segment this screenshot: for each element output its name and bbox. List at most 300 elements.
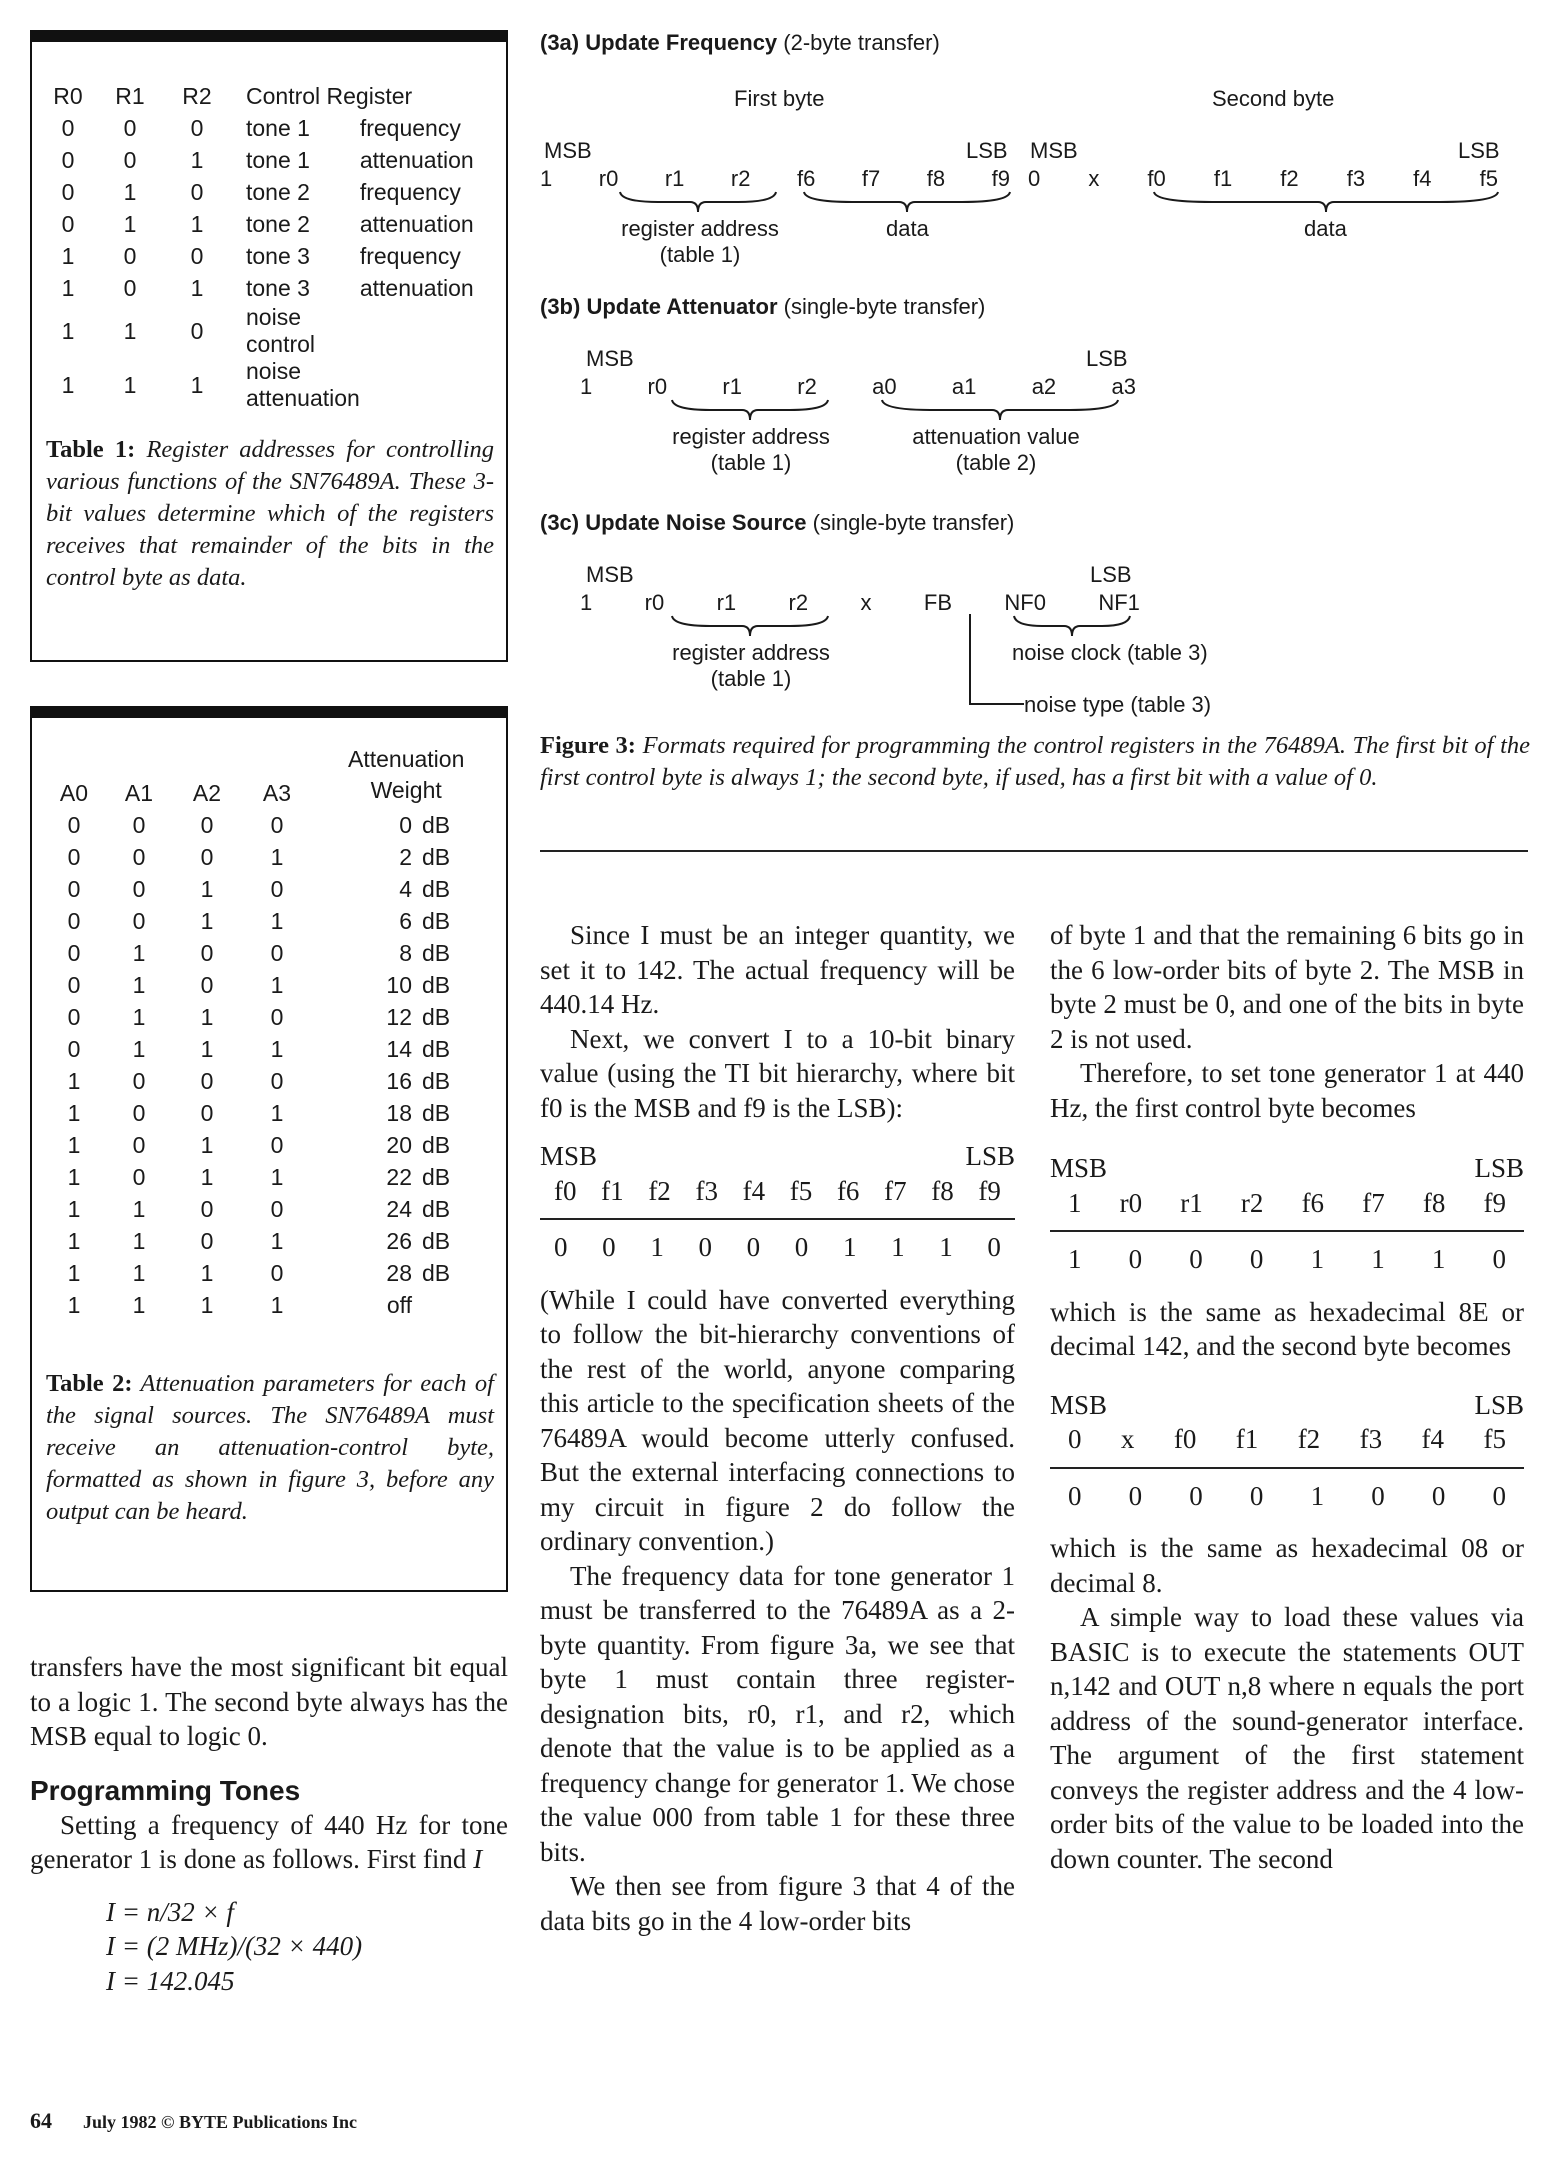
3a-byte-1-bits bbox=[540, 166, 1010, 192]
table-2-cell-unit: dB bbox=[422, 1099, 451, 1126]
table-2-cell-a1: 1 bbox=[132, 1227, 146, 1254]
bit-label: f6 bbox=[836, 1175, 860, 1206]
bit-cell: r1 bbox=[722, 374, 742, 399]
table-2-cell-a0: 0 bbox=[67, 811, 81, 838]
right-byte-2-lsb: LSB bbox=[1474, 1389, 1524, 1420]
bit-cell: r1 bbox=[716, 590, 737, 615]
table-2-cell-a3: 0 bbox=[270, 1003, 284, 1030]
3b-attenuation-value-label: attenuation value bbox=[912, 424, 1080, 449]
equation-1: I = n/32 × f bbox=[106, 1896, 234, 1927]
bit-value: 1 bbox=[842, 1232, 857, 1262]
table-2-cell-weight: 20 bbox=[386, 1131, 412, 1158]
table-2-cell-a0: 0 bbox=[67, 939, 81, 966]
table-row bbox=[42, 112, 502, 144]
middle-bit-labels bbox=[540, 1174, 1015, 1221]
table-2-cell-a1: 1 bbox=[132, 939, 146, 966]
table-1-cell-function: frequency bbox=[359, 178, 461, 205]
bit-value: 1 bbox=[1068, 1244, 1082, 1274]
table-1-caption bbox=[46, 434, 494, 594]
bit-value: 1 bbox=[891, 1232, 905, 1262]
equation-3: I = 142.045 bbox=[106, 1965, 235, 1996]
3b-msb: MSB bbox=[586, 346, 634, 371]
table-2-cell-a2: 0 bbox=[200, 971, 214, 998]
table-1-cell-r0: 0 bbox=[61, 210, 75, 237]
table-2-cell-a0: 1 bbox=[67, 1259, 81, 1286]
table-2-cell-a3: 0 bbox=[270, 875, 284, 902]
table-2-cell-a1: 1 bbox=[132, 1291, 146, 1318]
table-2-cell-weight: 28 bbox=[386, 1259, 412, 1286]
table-1-cell-target: tone 1 bbox=[246, 114, 310, 141]
equations bbox=[30, 1895, 508, 1999]
table-2-cell-a0: 1 bbox=[67, 1131, 81, 1158]
figure-3-caption-text: Formats required for programming the control registers in the 76489A. The first bit of the first control byte is always 1; the second byte, if used, has a first bit with a value of 0. bbox=[540, 732, 1531, 791]
bit-label: f3 bbox=[695, 1175, 718, 1206]
table-1-header: R0 bbox=[53, 82, 83, 109]
table-row bbox=[42, 358, 502, 412]
right-paragraph-1: of byte 1 and that the remaining 6 bits go in the 6 low-order bits of byte 2. The MSB in byte 2 must be 0, and one of the bits in byte 2 is not used. bbox=[1050, 920, 1524, 1054]
table-2-header-row bbox=[42, 777, 492, 809]
bit-value: 0 bbox=[698, 1232, 712, 1262]
table-2-cell-a3: 0 bbox=[270, 1067, 284, 1094]
bit-cell: f2 bbox=[1280, 166, 1299, 191]
table-1-header-row bbox=[42, 80, 502, 112]
table-2-caption-label: Table 2: bbox=[46, 1370, 133, 1397]
bit-value: 0 bbox=[1128, 1480, 1143, 1511]
footer-text: July 1982 © BYTE Publications Inc bbox=[83, 2112, 357, 2132]
table-2-cell-a0: 1 bbox=[67, 1067, 81, 1094]
bit-label: f5 bbox=[1483, 1424, 1506, 1454]
table-2-header: A0 bbox=[59, 779, 89, 806]
table-row bbox=[42, 937, 492, 969]
table-row bbox=[42, 1129, 492, 1161]
table-1-cell-function: attenuation bbox=[359, 210, 474, 237]
table-2-cell-weight: off bbox=[386, 1291, 412, 1318]
table-2-cell-unit: dB bbox=[422, 811, 451, 838]
middle-bit-values bbox=[540, 1220, 1015, 1283]
figure-3c-title bbox=[540, 510, 1014, 536]
bit-cell: r0 bbox=[598, 166, 619, 191]
table-1-cell-r1: 1 bbox=[123, 178, 137, 205]
right-paragraph-2: Therefore, to set tone generator 1 at 440 Hz, the first control byte becomes bbox=[1050, 1058, 1524, 1123]
table-1-cell-r1: 0 bbox=[123, 114, 137, 141]
bit-value: 0 bbox=[1068, 1480, 1082, 1511]
table-2-cell-unit: dB bbox=[422, 907, 451, 934]
table-row bbox=[42, 240, 502, 272]
table-row bbox=[42, 1065, 492, 1097]
right-byte-2-msb-lsb bbox=[1050, 1388, 1524, 1423]
table-1-cell-r1: 0 bbox=[123, 242, 137, 269]
3b-lsb: LSB bbox=[1086, 346, 1128, 371]
table-1-cell-r1: 1 bbox=[123, 371, 137, 398]
3a-byte-2-bits bbox=[1028, 166, 1498, 192]
middle-bit-table bbox=[540, 1139, 1015, 1283]
table-2-cell-a1: 1 bbox=[132, 1259, 146, 1286]
table-2-cell-a3: 1 bbox=[270, 843, 284, 870]
bit-label: f4 bbox=[742, 1175, 766, 1206]
bit-label: f0 bbox=[554, 1175, 577, 1206]
table-2-cell-a3: 0 bbox=[270, 811, 284, 838]
table-2-top-bar bbox=[30, 706, 508, 718]
middle-column bbox=[540, 918, 1015, 1938]
3b-table-2-ref: (table 2) bbox=[955, 450, 1037, 475]
figure-3a-title bbox=[540, 30, 940, 56]
table-1-cell-r0: 1 bbox=[61, 317, 75, 344]
table-2-cell-a0: 0 bbox=[67, 1035, 81, 1062]
table-row bbox=[42, 1289, 492, 1321]
bit-label: x bbox=[1120, 1424, 1135, 1454]
bit-cell: a3 bbox=[1111, 374, 1136, 399]
bit-cell: r2 bbox=[788, 590, 809, 615]
bit-cell: NF1 bbox=[1098, 590, 1140, 615]
bit-cell: 1 bbox=[580, 590, 593, 615]
figure-3a-subtitle: (2-byte transfer) bbox=[783, 30, 940, 55]
table-1-cell-r1: 0 bbox=[123, 146, 137, 173]
table-2-cell-weight: 10 bbox=[386, 971, 412, 998]
table-2-cell-a1: 0 bbox=[132, 811, 146, 838]
table-2-cell-a1: 0 bbox=[132, 1099, 146, 1126]
table-row bbox=[42, 176, 502, 208]
table-2-cell-weight: 16 bbox=[386, 1067, 412, 1094]
table-2-weight-header-line-2: Weight bbox=[370, 777, 442, 803]
table-1-cell-r0: 0 bbox=[61, 146, 75, 173]
table-row bbox=[42, 1193, 492, 1225]
table-2-cell-weight: 8 bbox=[399, 939, 412, 966]
table-1-cell-r2: 0 bbox=[190, 178, 204, 205]
table-row bbox=[42, 144, 502, 176]
table-2-cell-a2: 1 bbox=[200, 1035, 214, 1062]
table-2-cell-a3: 0 bbox=[270, 1195, 284, 1222]
table-row bbox=[42, 1001, 492, 1033]
table-row bbox=[42, 1257, 492, 1289]
table-1-cell-target: noise control bbox=[246, 304, 316, 357]
table-row bbox=[42, 809, 492, 841]
middle-paragraph-2: Next, we convert I to a 10-bit binary value (using the TI bit hierarchy, where bit f0 is the MSB and f9 is the LSB): bbox=[540, 1023, 1015, 1123]
3c-msb: MSB bbox=[586, 562, 634, 587]
table-2-header: A1 bbox=[124, 779, 154, 806]
3c-register-address bbox=[666, 640, 836, 692]
table-1-cell-r0: 1 bbox=[61, 274, 75, 301]
3a-brace-data-1 bbox=[802, 190, 1012, 216]
bit-value: 0 bbox=[1249, 1244, 1264, 1274]
3b-attenuation-value bbox=[896, 424, 1096, 476]
table-2-cell-weight: 4 bbox=[399, 875, 412, 902]
equation-2: I = (2 MHz)/(32 × 440) bbox=[106, 1931, 363, 1961]
table-1-cell-r0: 1 bbox=[61, 371, 75, 398]
table-2-box bbox=[30, 706, 508, 1592]
3a-register-address bbox=[620, 216, 780, 268]
first-byte-label: First byte bbox=[734, 86, 825, 111]
table-2-cell-a2: 0 bbox=[200, 1099, 214, 1126]
3b-bits bbox=[580, 374, 1136, 400]
table-1-body bbox=[42, 112, 502, 412]
3b-brace-attenuation bbox=[880, 398, 1120, 424]
table-1-cell-r2: 1 bbox=[190, 210, 204, 237]
bit-value: 1 bbox=[650, 1232, 664, 1262]
bit-label: f1 bbox=[1235, 1424, 1259, 1454]
table-2 bbox=[42, 777, 492, 1321]
bit-label: f3 bbox=[1359, 1424, 1383, 1454]
bit-value: 0 bbox=[602, 1232, 616, 1262]
bit-cell: f9 bbox=[991, 166, 1010, 191]
bit-value: 0 bbox=[1371, 1480, 1385, 1511]
bit-cell: r2 bbox=[730, 166, 751, 191]
3b-table-1-ref: (table 1) bbox=[710, 450, 792, 475]
left-paragraph-1-text: Setting a frequency of 440 Hz for tone generator 1 is done as follows. First find bbox=[30, 1809, 508, 1874]
table-2-cell-a2: 0 bbox=[200, 1195, 214, 1222]
table-2-cell-a2: 0 bbox=[200, 1067, 214, 1094]
table-1-cell-r1: 0 bbox=[123, 274, 137, 301]
3c-brace-register bbox=[670, 614, 830, 640]
middle-paragraph-4: The frequency data for tone generator 1 must be transferred to the 76489A as a 2-byte quantity. From figure 3a, we see that byte 1 must contain three register-designation bits, r0, r1, and r2, which denote that the value is to be applied as a frequency change for generator 1. We chose the value 000 from table 1 for these three bits. bbox=[540, 1560, 1015, 1867]
3c-register-address-label: register address bbox=[672, 640, 830, 665]
table-1-cell-r1: 1 bbox=[123, 317, 137, 344]
table-1-cell-function: attenuation bbox=[359, 274, 474, 301]
table-2-cell-a2: 0 bbox=[200, 939, 214, 966]
3a-lsb-2: LSB bbox=[1458, 138, 1500, 163]
table-1-cell-r2: 1 bbox=[190, 146, 204, 173]
table-2-cell-a2: 1 bbox=[200, 1163, 214, 1190]
3c-noise-clock: noise clock (table 3) bbox=[1012, 640, 1208, 665]
table-2-cell-unit bbox=[422, 1289, 492, 1321]
table-1-cell-function bbox=[360, 358, 502, 412]
right-paragraph-5: A simple way to load these values via BASIC is to execute the statements OUT n,142 and OUT n,8 where n equals the port address of the sound-generator interface. The argument of the first statement conveys the register address and the 4 low-order bits of the value to be loaded into the down counter. The second bbox=[1050, 1602, 1524, 1874]
table-1-top-bar bbox=[30, 30, 508, 42]
table-2-cell-a3: 1 bbox=[270, 1163, 284, 1190]
table-1-cell-r0: 0 bbox=[61, 178, 75, 205]
table-2-cell-a3: 0 bbox=[270, 939, 284, 966]
3b-register-address-label: register address bbox=[672, 424, 830, 449]
table-2-cell-unit: dB bbox=[422, 1035, 451, 1062]
right-byte-1-labels bbox=[1050, 1186, 1524, 1233]
bit-cell: f4 bbox=[1413, 166, 1432, 191]
3a-brace-register bbox=[618, 190, 778, 216]
table-1-cell-r0: 1 bbox=[61, 242, 75, 269]
middle-lsb: LSB bbox=[965, 1141, 1015, 1171]
bit-cell: FB bbox=[923, 590, 953, 615]
table-2-cell-a0: 0 bbox=[67, 971, 81, 998]
table-row bbox=[42, 1225, 492, 1257]
table-row bbox=[42, 272, 502, 304]
table-2-cell-a1: 0 bbox=[132, 843, 146, 870]
bit-label: f9 bbox=[978, 1175, 1001, 1206]
table-1 bbox=[42, 80, 502, 412]
middle-bit-msb-lsb bbox=[540, 1139, 1015, 1174]
bit-label: f2 bbox=[1297, 1424, 1321, 1454]
table-2-cell-unit: dB bbox=[422, 1195, 451, 1222]
right-byte-1-lsb: LSB bbox=[1474, 1153, 1524, 1183]
bit-value: 0 bbox=[746, 1232, 761, 1262]
bit-value: 0 bbox=[1492, 1244, 1506, 1274]
table-row bbox=[42, 208, 502, 240]
table-2-cell-unit: dB bbox=[422, 1003, 451, 1030]
figure-3c-subtitle: (single-byte transfer) bbox=[812, 510, 1015, 535]
table-2-cell-a0: 0 bbox=[67, 875, 81, 902]
table-2-cell-a2: 1 bbox=[200, 1259, 214, 1286]
table-2-weight-header-line-1: Attenuation bbox=[348, 746, 465, 772]
table-1-cell-r2: 0 bbox=[190, 317, 204, 344]
table-2-cell-unit: dB bbox=[422, 971, 451, 998]
table-2-cell-a1: 1 bbox=[132, 971, 146, 998]
bit-label: f6 bbox=[1301, 1187, 1325, 1218]
figure-3 bbox=[540, 30, 1530, 850]
left-paragraph-continued: transfers have the most significant bit equal to a logic 1. The second byte always has the MSB equal to logic 0. bbox=[30, 1652, 508, 1751]
figure-3-caption-label: Figure 3: bbox=[540, 732, 636, 759]
table-1-cell-function: frequency bbox=[359, 114, 461, 141]
table-2-cell-weight: 12 bbox=[386, 1003, 412, 1030]
bit-label: f8 bbox=[931, 1175, 954, 1206]
table-2-cell-a3: 0 bbox=[270, 1131, 284, 1158]
bit-cell: f7 bbox=[861, 166, 881, 191]
right-byte-2-values bbox=[1050, 1469, 1524, 1532]
table-2-cell-a3: 0 bbox=[270, 1259, 284, 1286]
bit-value: 0 bbox=[1189, 1480, 1203, 1511]
bit-label: r2 bbox=[1240, 1187, 1264, 1218]
table-2-cell-unit: dB bbox=[422, 1067, 451, 1094]
table-2-cell-a1: 0 bbox=[132, 907, 146, 934]
second-byte-label: Second byte bbox=[1212, 86, 1335, 111]
3a-msb-1: MSB bbox=[544, 138, 592, 163]
table-2-cell-a3: 1 bbox=[270, 1035, 284, 1062]
table-1-cell-r2: 0 bbox=[190, 242, 204, 269]
table-1-header: R2 bbox=[182, 82, 212, 109]
table-2-cell-a3: 1 bbox=[270, 1227, 284, 1254]
bit-cell: x bbox=[1088, 166, 1100, 191]
bit-label: r0 bbox=[1119, 1187, 1143, 1218]
table-2-cell-a3: 1 bbox=[270, 907, 284, 934]
right-byte-1-msb: MSB bbox=[1050, 1153, 1108, 1183]
bit-cell: NF0 bbox=[1004, 590, 1046, 615]
bit-cell: f0 bbox=[1147, 166, 1166, 191]
right-byte-2-msb: MSB bbox=[1050, 1389, 1108, 1420]
page-footer bbox=[30, 2108, 357, 2134]
bit-label: f0 bbox=[1173, 1424, 1197, 1454]
table-1-caption-label: Table 1: bbox=[46, 436, 136, 463]
bit-cell: f5 bbox=[1479, 166, 1498, 191]
table-1-caption-text: Register addresses for controlling various functions of the SN76489A. These 3-bit values determine which of the registers receives that remainder of the bits in the control byte as data. bbox=[46, 436, 495, 591]
bit-value: 1 bbox=[1371, 1244, 1385, 1274]
right-byte-1-values bbox=[1050, 1232, 1524, 1295]
bit-value: 0 bbox=[1492, 1480, 1506, 1511]
middle-msb: MSB bbox=[540, 1141, 598, 1171]
table-2-cell-a1: 0 bbox=[132, 875, 146, 902]
table-2-cell-weight: 24 bbox=[386, 1195, 412, 1222]
table-2-cell-weight: 6 bbox=[399, 907, 412, 934]
table-2-cell-unit: dB bbox=[422, 1163, 451, 1190]
bit-value: 0 bbox=[1249, 1480, 1264, 1511]
bit-value: 0 bbox=[554, 1232, 568, 1262]
middle-paragraph-3: (While I could have converted everything to follow the bit-hierarchy conventions of the rest of the world, anyone comparing this article to the specification sheets of the 76489A would become utterly confused. But the external interfacing connections to my circuit in figure 2 do follow the ordinary convention.) bbox=[540, 1284, 1015, 1556]
table-2-body bbox=[42, 809, 492, 1321]
table-1-cell-function: frequency bbox=[359, 242, 461, 269]
table-2-cell-a0: 0 bbox=[67, 1003, 81, 1030]
table-row bbox=[42, 304, 502, 358]
table-row bbox=[42, 1033, 492, 1065]
3a-data-label-1: data bbox=[886, 216, 929, 241]
right-column bbox=[1050, 918, 1524, 1876]
table-2-cell-a0: 0 bbox=[67, 843, 81, 870]
table-1-cell-target: tone 3 bbox=[246, 274, 310, 301]
3c-noise-type: noise type (table 3) bbox=[1024, 692, 1212, 717]
bit-value: 1 bbox=[939, 1232, 953, 1262]
bit-cell: a2 bbox=[1031, 374, 1057, 399]
table-2-cell-a2: 1 bbox=[200, 1291, 214, 1318]
table-2-cell-weight: 0 bbox=[399, 811, 412, 838]
bit-cell: r0 bbox=[644, 590, 665, 615]
bit-value: 1 bbox=[1310, 1244, 1325, 1274]
page-number: 64 bbox=[30, 2108, 52, 2133]
table-2-cell-unit: dB bbox=[422, 875, 451, 902]
table-1-cell-r0: 0 bbox=[61, 114, 75, 141]
table-2-cell-weight: 2 bbox=[399, 843, 412, 870]
bit-value: 0 bbox=[1128, 1244, 1143, 1274]
table-2-cell-a0: 1 bbox=[67, 1099, 81, 1126]
3a-msb-2: MSB bbox=[1030, 138, 1078, 163]
bit-value: 0 bbox=[794, 1232, 809, 1262]
table-2-cell-a1: 1 bbox=[132, 1195, 146, 1222]
table-2-cell-unit: dB bbox=[422, 843, 451, 870]
table-2-cell-a2: 0 bbox=[200, 811, 214, 838]
table-2-header: A2 bbox=[192, 779, 222, 806]
table-2-cell-a0: 1 bbox=[67, 1163, 81, 1190]
table-1-cell-r2: 1 bbox=[190, 371, 204, 398]
figure-3b-title bbox=[540, 294, 985, 320]
table-2-cell-unit: dB bbox=[422, 1227, 451, 1254]
table-row bbox=[42, 905, 492, 937]
bit-label: f5 bbox=[789, 1175, 813, 1206]
table-2-cell-weight: 22 bbox=[386, 1163, 412, 1190]
table-2-cell-a2: 1 bbox=[200, 1131, 214, 1158]
3a-register-address-label: register address bbox=[621, 216, 779, 241]
middle-paragraph-1: Since I must be an integer quantity, we set it to 142. The actual frequency will be 440.14 Hz. bbox=[540, 920, 1015, 1019]
table-2-cell-unit: dB bbox=[422, 1131, 451, 1158]
table-row bbox=[42, 841, 492, 873]
figure-3b-title-text: (3b) Update Attenuator bbox=[540, 294, 778, 319]
bit-cell: 0 bbox=[1028, 166, 1041, 191]
3a-table-1-ref: (table 1) bbox=[659, 242, 741, 267]
table-2-cell-a0: 0 bbox=[67, 907, 81, 934]
table-2-cell-a2: 1 bbox=[200, 907, 214, 934]
3c-brace-noise-clock bbox=[1012, 614, 1132, 640]
table-2-cell-a1: 0 bbox=[132, 1163, 146, 1190]
bit-cell: x bbox=[860, 590, 872, 615]
left-column bbox=[30, 1650, 508, 1998]
bit-label: f7 bbox=[884, 1175, 907, 1206]
bit-label: f9 bbox=[1483, 1187, 1506, 1218]
left-paragraph-1 bbox=[30, 1808, 508, 1877]
bit-label: r1 bbox=[1180, 1187, 1203, 1218]
table-1-cell-r2: 0 bbox=[190, 114, 204, 141]
right-byte-1-msb-lsb bbox=[1050, 1151, 1524, 1186]
bit-cell: a0 bbox=[872, 374, 897, 399]
table-2-cell-a1: 0 bbox=[132, 1067, 146, 1094]
table-2-cell-a3: 1 bbox=[270, 1099, 284, 1126]
3b-register-address bbox=[666, 424, 836, 476]
right-byte-2-table bbox=[1050, 1388, 1524, 1532]
programming-tones-heading: Programming Tones bbox=[30, 1774, 301, 1806]
table-2-caption bbox=[46, 1368, 494, 1528]
bit-label: f7 bbox=[1362, 1187, 1385, 1218]
table-2-cell-a0: 1 bbox=[67, 1195, 81, 1222]
bit-value: 1 bbox=[1310, 1480, 1325, 1511]
bit-cell: r0 bbox=[647, 374, 668, 399]
table-row bbox=[42, 1097, 492, 1129]
figure-3c-title-text: (3c) Update Noise Source bbox=[540, 510, 807, 535]
figure-3a-title-text: (3a) Update Frequency bbox=[540, 30, 778, 55]
right-paragraph-4: which is the same as hexadecimal 08 or decimal 8. bbox=[1050, 1533, 1524, 1598]
table-1-cell-target: tone 3 bbox=[246, 242, 310, 269]
bit-label: 0 bbox=[1068, 1424, 1082, 1454]
table-1-cell-target: tone 2 bbox=[246, 178, 310, 205]
